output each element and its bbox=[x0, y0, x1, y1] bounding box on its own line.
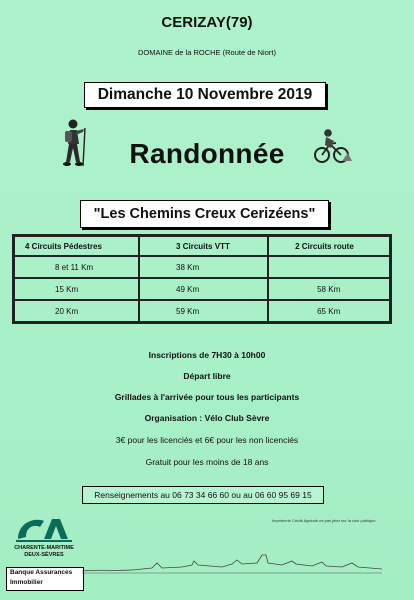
event-date: Dimanche 10 Novembre 2019 bbox=[97, 86, 313, 103]
header-route: 2 Circuits route bbox=[268, 236, 390, 256]
table-row bbox=[14, 300, 390, 322]
bank-line-2: Immobilier bbox=[10, 579, 43, 586]
tarif-line: 3€ pour les licenciés et 6€ pour les non licenciés bbox=[115, 435, 299, 445]
printer-note: Imprimerie Crédit Agricole ne pas jeter sur la voie publique bbox=[272, 518, 376, 523]
logo-region-1: CHARENTE-MARITIME bbox=[14, 545, 74, 551]
contact-banner bbox=[82, 486, 324, 504]
header-vtt: 3 Circuits VTT bbox=[139, 236, 268, 256]
table-cell bbox=[268, 256, 390, 278]
event-title: Randonnée bbox=[129, 138, 285, 169]
location-line: DOMAINE de la ROCHE (Route de Niort) bbox=[138, 48, 276, 57]
bank-label-box bbox=[6, 567, 84, 591]
subtitle-banner bbox=[80, 200, 329, 228]
grillades-line: Grillades à l'arrivée pour tous les participants bbox=[114, 392, 300, 402]
table-cell: 58 Km bbox=[268, 278, 390, 300]
date-banner bbox=[84, 82, 326, 108]
contact-phones: Renseignements au 06 73 34 66 60 ou au 06 60 95 69 15 bbox=[94, 490, 312, 500]
cyclist-icon bbox=[312, 128, 352, 164]
table-cell: 20 Km bbox=[14, 300, 139, 322]
inscriptions-line: Inscriptions de 7H30 à 10h00 bbox=[148, 350, 266, 360]
bank-line-1: Banque Assurances bbox=[10, 569, 73, 576]
table-cell: 8 et 11 Km bbox=[14, 256, 139, 278]
town-heading: CERIZAY(79) bbox=[161, 14, 253, 31]
organisation-line: Organisation : Vélo Club Sèvre bbox=[144, 413, 270, 423]
table-row bbox=[14, 278, 390, 300]
table-cell: 49 Km bbox=[139, 278, 268, 300]
skyline-drawing bbox=[82, 551, 382, 576]
table-header-row bbox=[14, 236, 390, 256]
table-cell: 38 Km bbox=[139, 256, 268, 278]
header-pedestres: 4 Circuits Pédestres bbox=[14, 236, 139, 256]
credit-agricole-logo bbox=[14, 515, 74, 543]
table-cell: 59 Km bbox=[139, 300, 268, 322]
event-subtitle: "Les Chemins Creux Cerizéens" bbox=[93, 206, 316, 222]
table-cell: 15 Km bbox=[14, 278, 139, 300]
gratuit-line: Gratuit pour les moins de 18 ans bbox=[145, 457, 269, 467]
circuits-table bbox=[12, 234, 392, 324]
table-row bbox=[14, 256, 390, 278]
depart-line: Départ libre bbox=[183, 371, 231, 381]
logo-region-2: DEUX-SÈVRES bbox=[24, 552, 64, 558]
table-cell: 65 Km bbox=[268, 300, 390, 322]
